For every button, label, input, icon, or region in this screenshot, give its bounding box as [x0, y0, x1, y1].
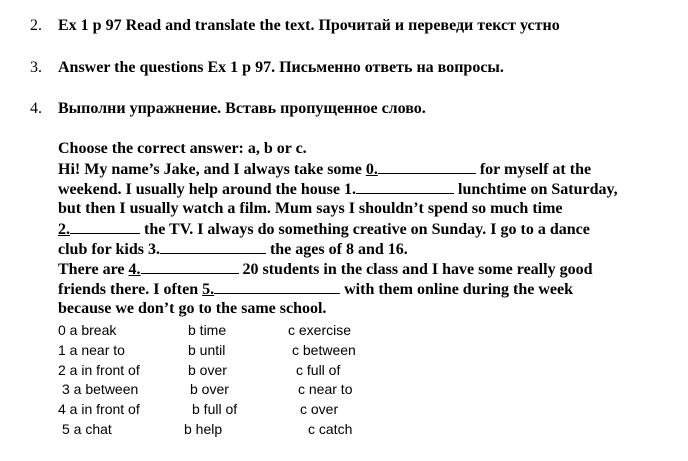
option-c: c near to — [298, 381, 353, 397]
text-line: weekend. I usually help around the house 1. lunchtime on Saturday, — [58, 181, 618, 198]
option-b: b over — [190, 381, 229, 397]
option-a: 5 a chat — [62, 421, 112, 437]
option-b: b full of — [192, 401, 238, 417]
gap-number: 2. — [58, 221, 70, 238]
task-text: Answer the questions Ex 1 p 97. Письменно ответь на вопросы. — [58, 59, 504, 76]
answer-blank — [378, 159, 476, 174]
option-c: c between — [292, 342, 356, 358]
option-a: 0 a break — [58, 322, 117, 338]
option-c: c exercise — [288, 322, 352, 338]
answer-blank — [356, 179, 454, 194]
option-c: c catch — [308, 421, 353, 437]
text-line: because we don’t go to the same school. — [58, 300, 327, 317]
exercise-paragraph — [58, 139, 618, 319]
answer-blank — [70, 219, 140, 234]
option-b: b until — [188, 342, 226, 358]
option-b: b time — [188, 322, 227, 338]
task-number: 3. — [30, 59, 42, 76]
option-c: c over — [300, 401, 339, 417]
option-b: b help — [184, 421, 223, 437]
option-a: 3 a between — [62, 381, 139, 397]
option-c: c full of — [296, 362, 341, 378]
answer-blank — [141, 259, 239, 274]
answer-blank — [214, 279, 340, 294]
gap-number: 0. — [365, 161, 378, 178]
text-line: There are 4. 20 students in the class and I have some really good — [58, 261, 593, 278]
option-a: 4 a in front of — [58, 401, 140, 417]
text-line: but then I usually watch a film. Mum says I shouldn’t spend so much time — [58, 200, 563, 217]
task-text: Выполни упражнение. Вставь пропущенное слово. — [58, 100, 426, 117]
gap-number: 4. — [128, 261, 141, 278]
text-line: club for kids 3. the ages of 8 and 16. — [58, 241, 408, 258]
text-line: 2. the TV. I always do something creative on Sunday. I go to a dance — [58, 221, 590, 238]
option-b: b over — [188, 362, 227, 378]
option-a: 1 a near to — [58, 342, 125, 358]
instruction: Choose the correct answer: a, b or c. — [58, 140, 307, 157]
text-line: Hi! My name’s Jake, and I always take some 0. for myself at the — [58, 161, 592, 178]
answer-blank — [160, 239, 266, 254]
task-number: 4. — [30, 100, 42, 117]
task-text: Ex 1 p 97 Read and translate the text. Прочитай и переведи текст устно — [58, 17, 560, 34]
task-number: 2. — [30, 17, 42, 34]
text-line: friends there. I often 5. with them online during the week — [58, 281, 574, 298]
gap-number: 5. — [202, 281, 215, 298]
option-a: 2 a in front of — [58, 362, 140, 378]
